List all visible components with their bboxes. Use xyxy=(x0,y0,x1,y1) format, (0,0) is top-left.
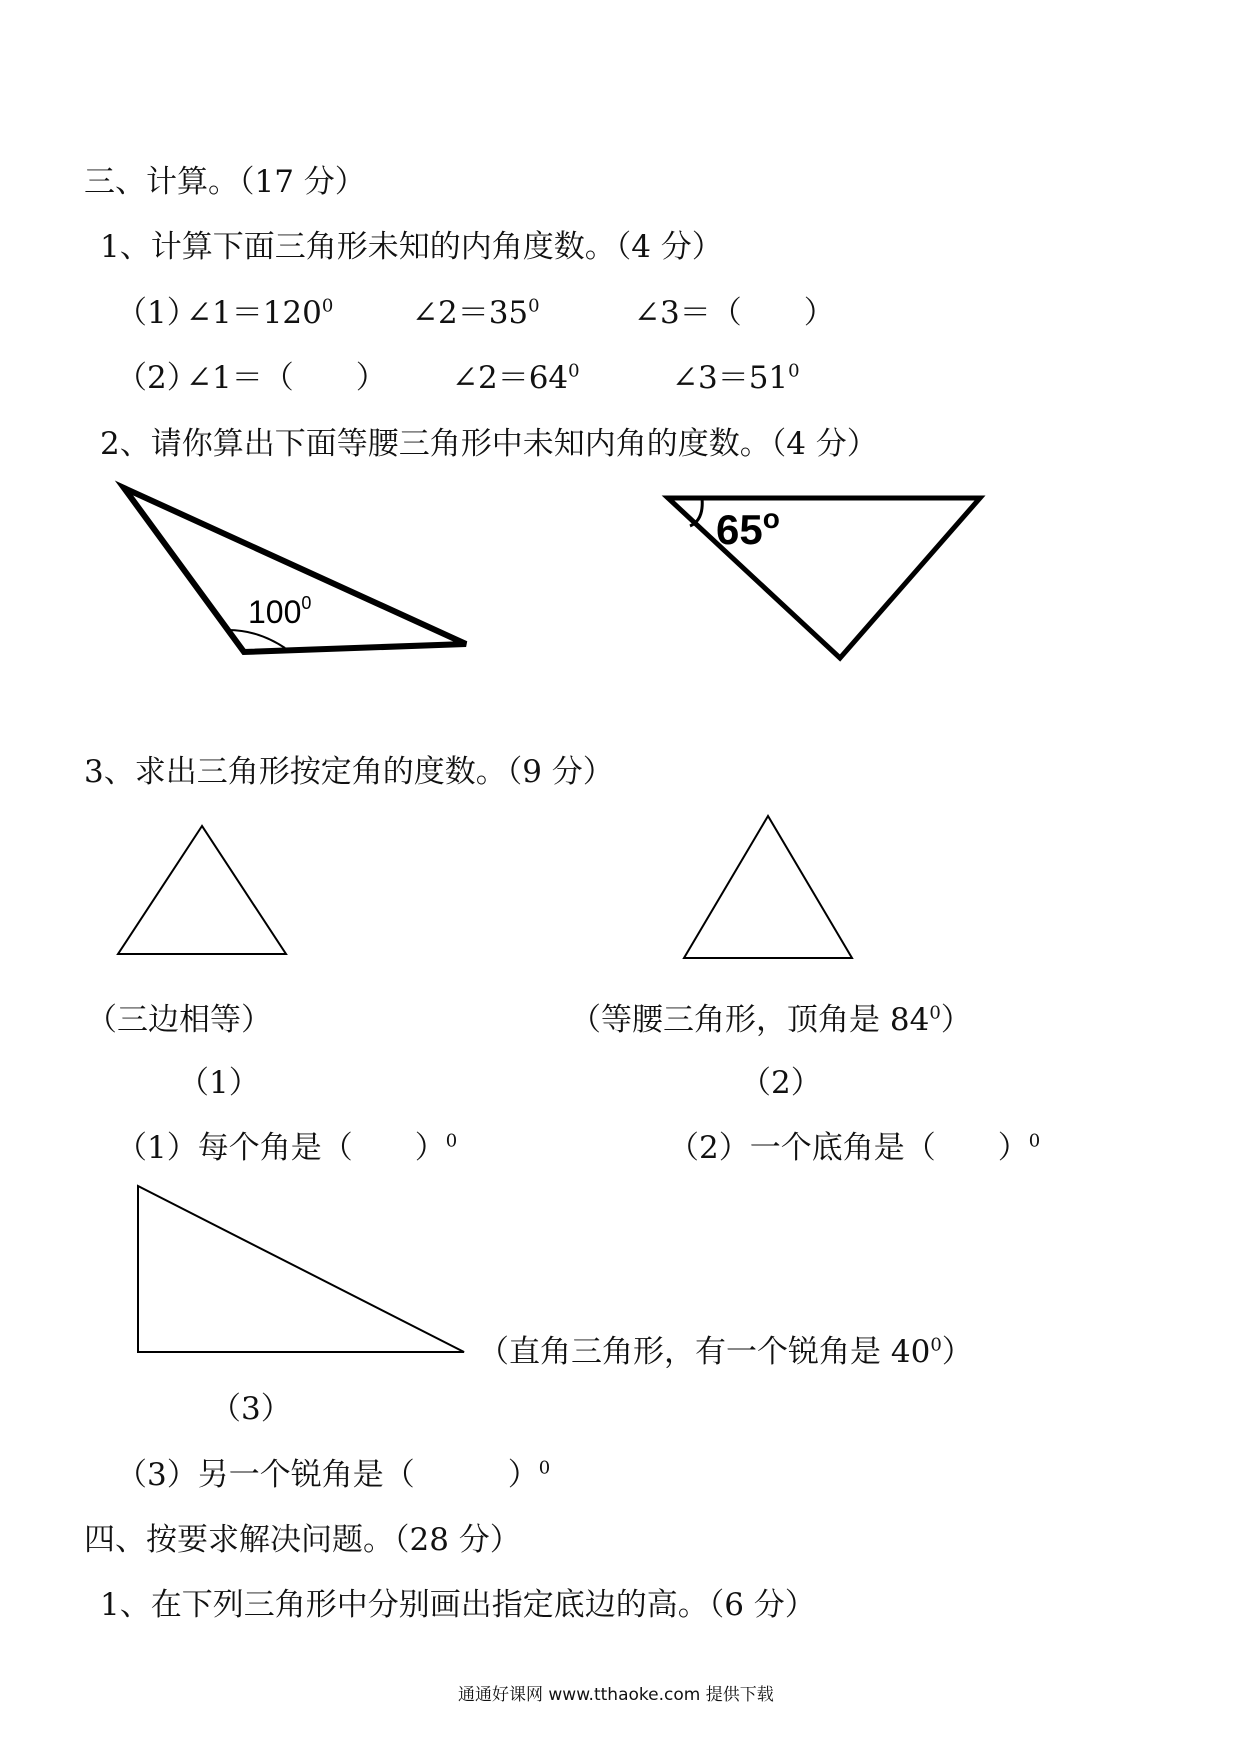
q3-answer-3: （3）另一个锐角是（ ）$^0$ xyxy=(116,1457,551,1493)
section4-heading: 四、按要求解决问题。（28 分） xyxy=(84,1522,521,1558)
q3-answer-1: （1）每个角是（ ）$^0$ xyxy=(116,1130,458,1166)
q3-answer-2: （2）一个底角是（ ）$^0$ xyxy=(668,1130,1041,1166)
q2-fig2-angle-label: 65$^o$ xyxy=(716,503,780,553)
q3-fig3-number: （3） xyxy=(210,1391,292,1427)
section4-q1-title: 1、在下列三角形中分别画出指定底边的高。（6 分） xyxy=(100,1587,816,1623)
q3-fig2-number: （2） xyxy=(740,1065,822,1101)
q1-row2-angle1: ∠1＝（ ） xyxy=(186,360,387,396)
q2-fig1-angle-label: $100^0$ xyxy=(248,593,312,630)
q1-row2-angle3: $\angle 3=51^0$ xyxy=(672,360,800,396)
q1-row1 xyxy=(116,295,835,331)
q3-fig1-caption: （三边相等） xyxy=(86,1002,272,1038)
q3-fig2-caption: （等腰三角形，顶角是 $84^0$） xyxy=(570,1002,972,1038)
q2-triangle-1 xyxy=(110,480,470,670)
q1-row2-angle2: $\angle 2=64^0$ xyxy=(452,360,580,396)
q3-triangle-3 xyxy=(132,1182,472,1362)
q3-title: 3、求出三角形按定角的度数。（9 分） xyxy=(84,754,614,790)
q1-row2 xyxy=(116,360,800,396)
q2-title: 2、请你算出下面等腰三角形中未知内角的度数。（4 分） xyxy=(100,426,878,462)
q1-row1-angle1: $\angle 1=120^0$ xyxy=(186,295,334,331)
q2-triangle-2 xyxy=(660,490,1000,670)
footer-credit: 通通好课网 www.tthaoke.com 提供下载 xyxy=(458,1685,774,1705)
q3-triangle-1 xyxy=(110,822,290,962)
q1-row1-label: （1） xyxy=(116,295,198,331)
q1-row1-angle3: ∠3＝（ ） xyxy=(634,295,835,331)
section3-heading: 三、计算。（17 分） xyxy=(84,164,366,200)
q3-fig3-caption: （直角三角形，有一个锐角是 $40^0$） xyxy=(478,1334,973,1370)
q3-triangle-2 xyxy=(676,812,856,962)
q3-fig1-number: （1） xyxy=(178,1065,260,1101)
q1-row2-label: （2） xyxy=(116,360,198,396)
q1-title: 1、计算下面三角形未知的内角度数。（4 分） xyxy=(100,229,723,265)
q1-row1-angle2: $\angle 2=35^0$ xyxy=(412,295,540,331)
